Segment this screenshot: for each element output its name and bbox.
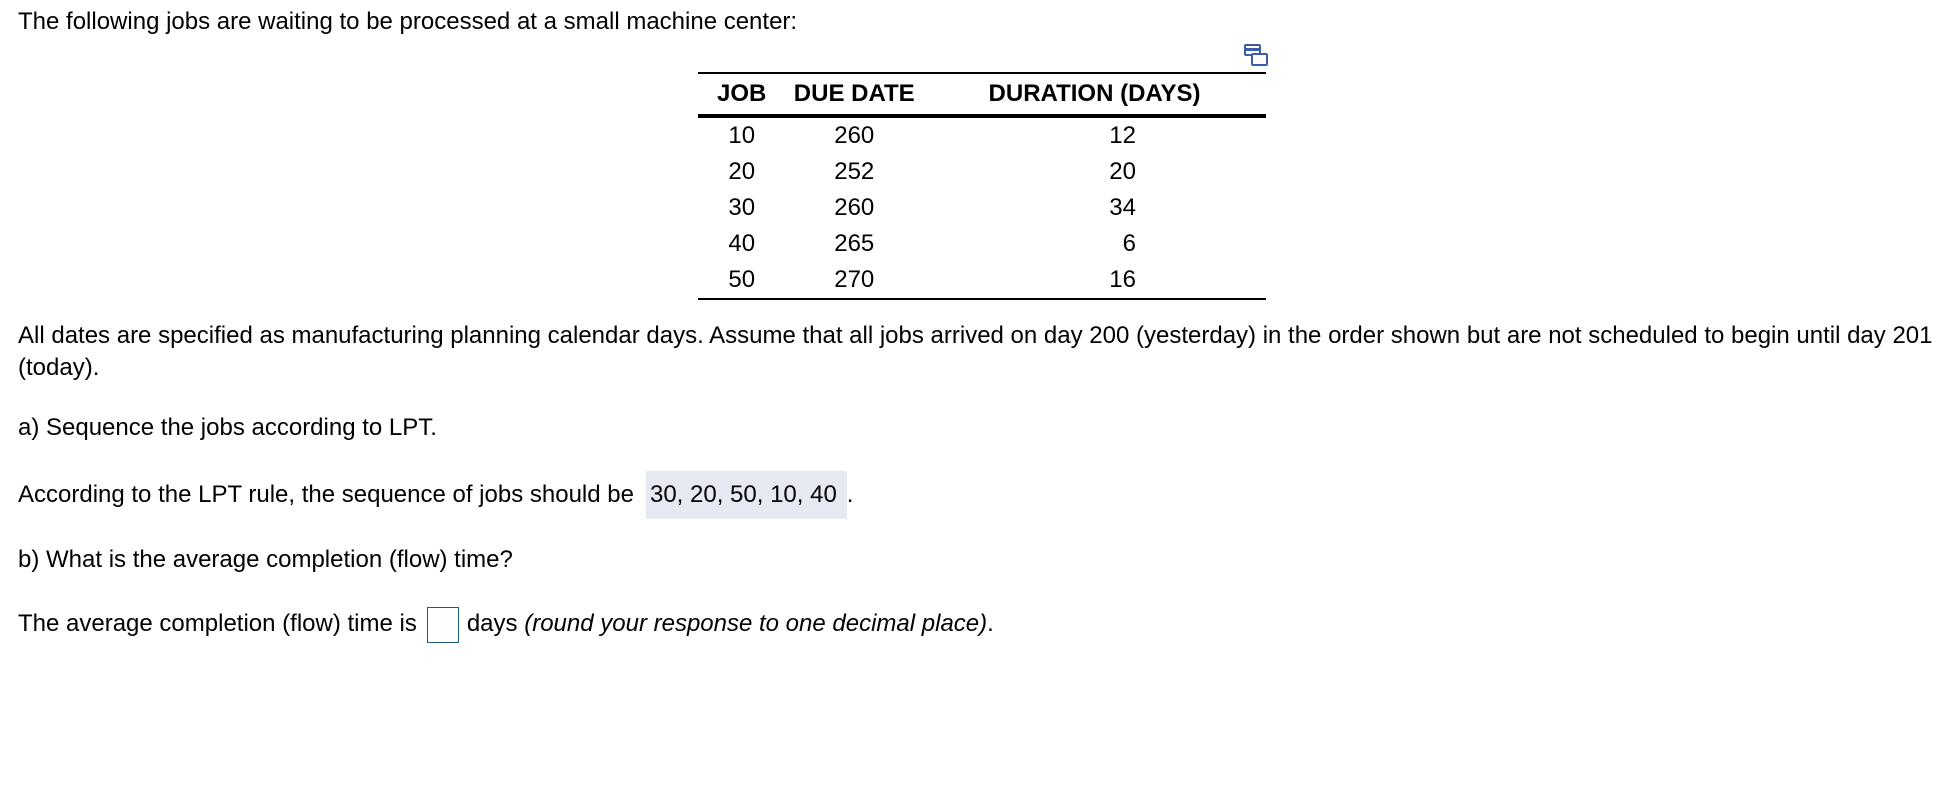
answer-b-end: . [987,610,994,637]
cell-duration: 16 [1109,266,1136,293]
intro-text: The following jobs are waiting to be processed at a small machine center: [18,8,798,35]
header-job: JOB [717,80,767,107]
table-row [698,190,1266,226]
question-a: a) Sequence the jobs according to LPT. [18,414,437,441]
table-header-row [698,73,1266,116]
header-due-date: DUE DATE [793,80,915,107]
answer-a-value[interactable]: 30, 20, 50, 10, 40 [646,471,847,519]
cell-job: 10 [728,122,756,149]
rounding-hint: (round your response to one decimal place) [524,610,988,637]
cell-job: 20 [728,158,756,185]
cell-due-date: 260 [834,122,875,149]
answer-a-line [18,470,853,520]
cell-due-date: 252 [834,158,875,185]
answer-b-line [18,604,994,644]
cell-due-date: 265 [834,230,875,257]
answer-a-prefix: According to the LPT rule, the sequence of jobs should be [18,481,634,508]
table-row [698,116,1266,154]
cell-due-date: 270 [834,266,875,293]
cell-duration: 6 [1122,230,1136,257]
cell-job: 40 [728,230,756,257]
question-b: b) What is the average completion (flow) time? [18,546,513,573]
cell-duration: 34 [1109,194,1136,221]
table-row [698,262,1266,299]
cell-duration: 12 [1109,122,1136,149]
answer-a-suffix: . [846,481,854,508]
cell-job: 30 [728,194,756,221]
table-row [698,154,1266,190]
answer-b-prefix: The average completion (flow) time is [18,610,417,637]
completion-time-input[interactable] [427,607,459,643]
header-duration: DURATION (DAYS) [988,80,1201,107]
cell-duration: 20 [1109,158,1136,185]
cell-job: 50 [728,266,756,293]
table-row [698,226,1266,262]
cell-due-date: 260 [834,194,875,221]
jobs-table [698,72,1266,300]
assumptions-paragraph: All dates are specified as manufacturing planning calendar days. Assume that all jobs arrived on day 200 (yesterday) in the order shown but are not scheduled to begin until day 201 (today). [18,322,1933,381]
answer-b-unit: days [466,610,518,637]
copy-table-icon[interactable] [1244,44,1268,66]
